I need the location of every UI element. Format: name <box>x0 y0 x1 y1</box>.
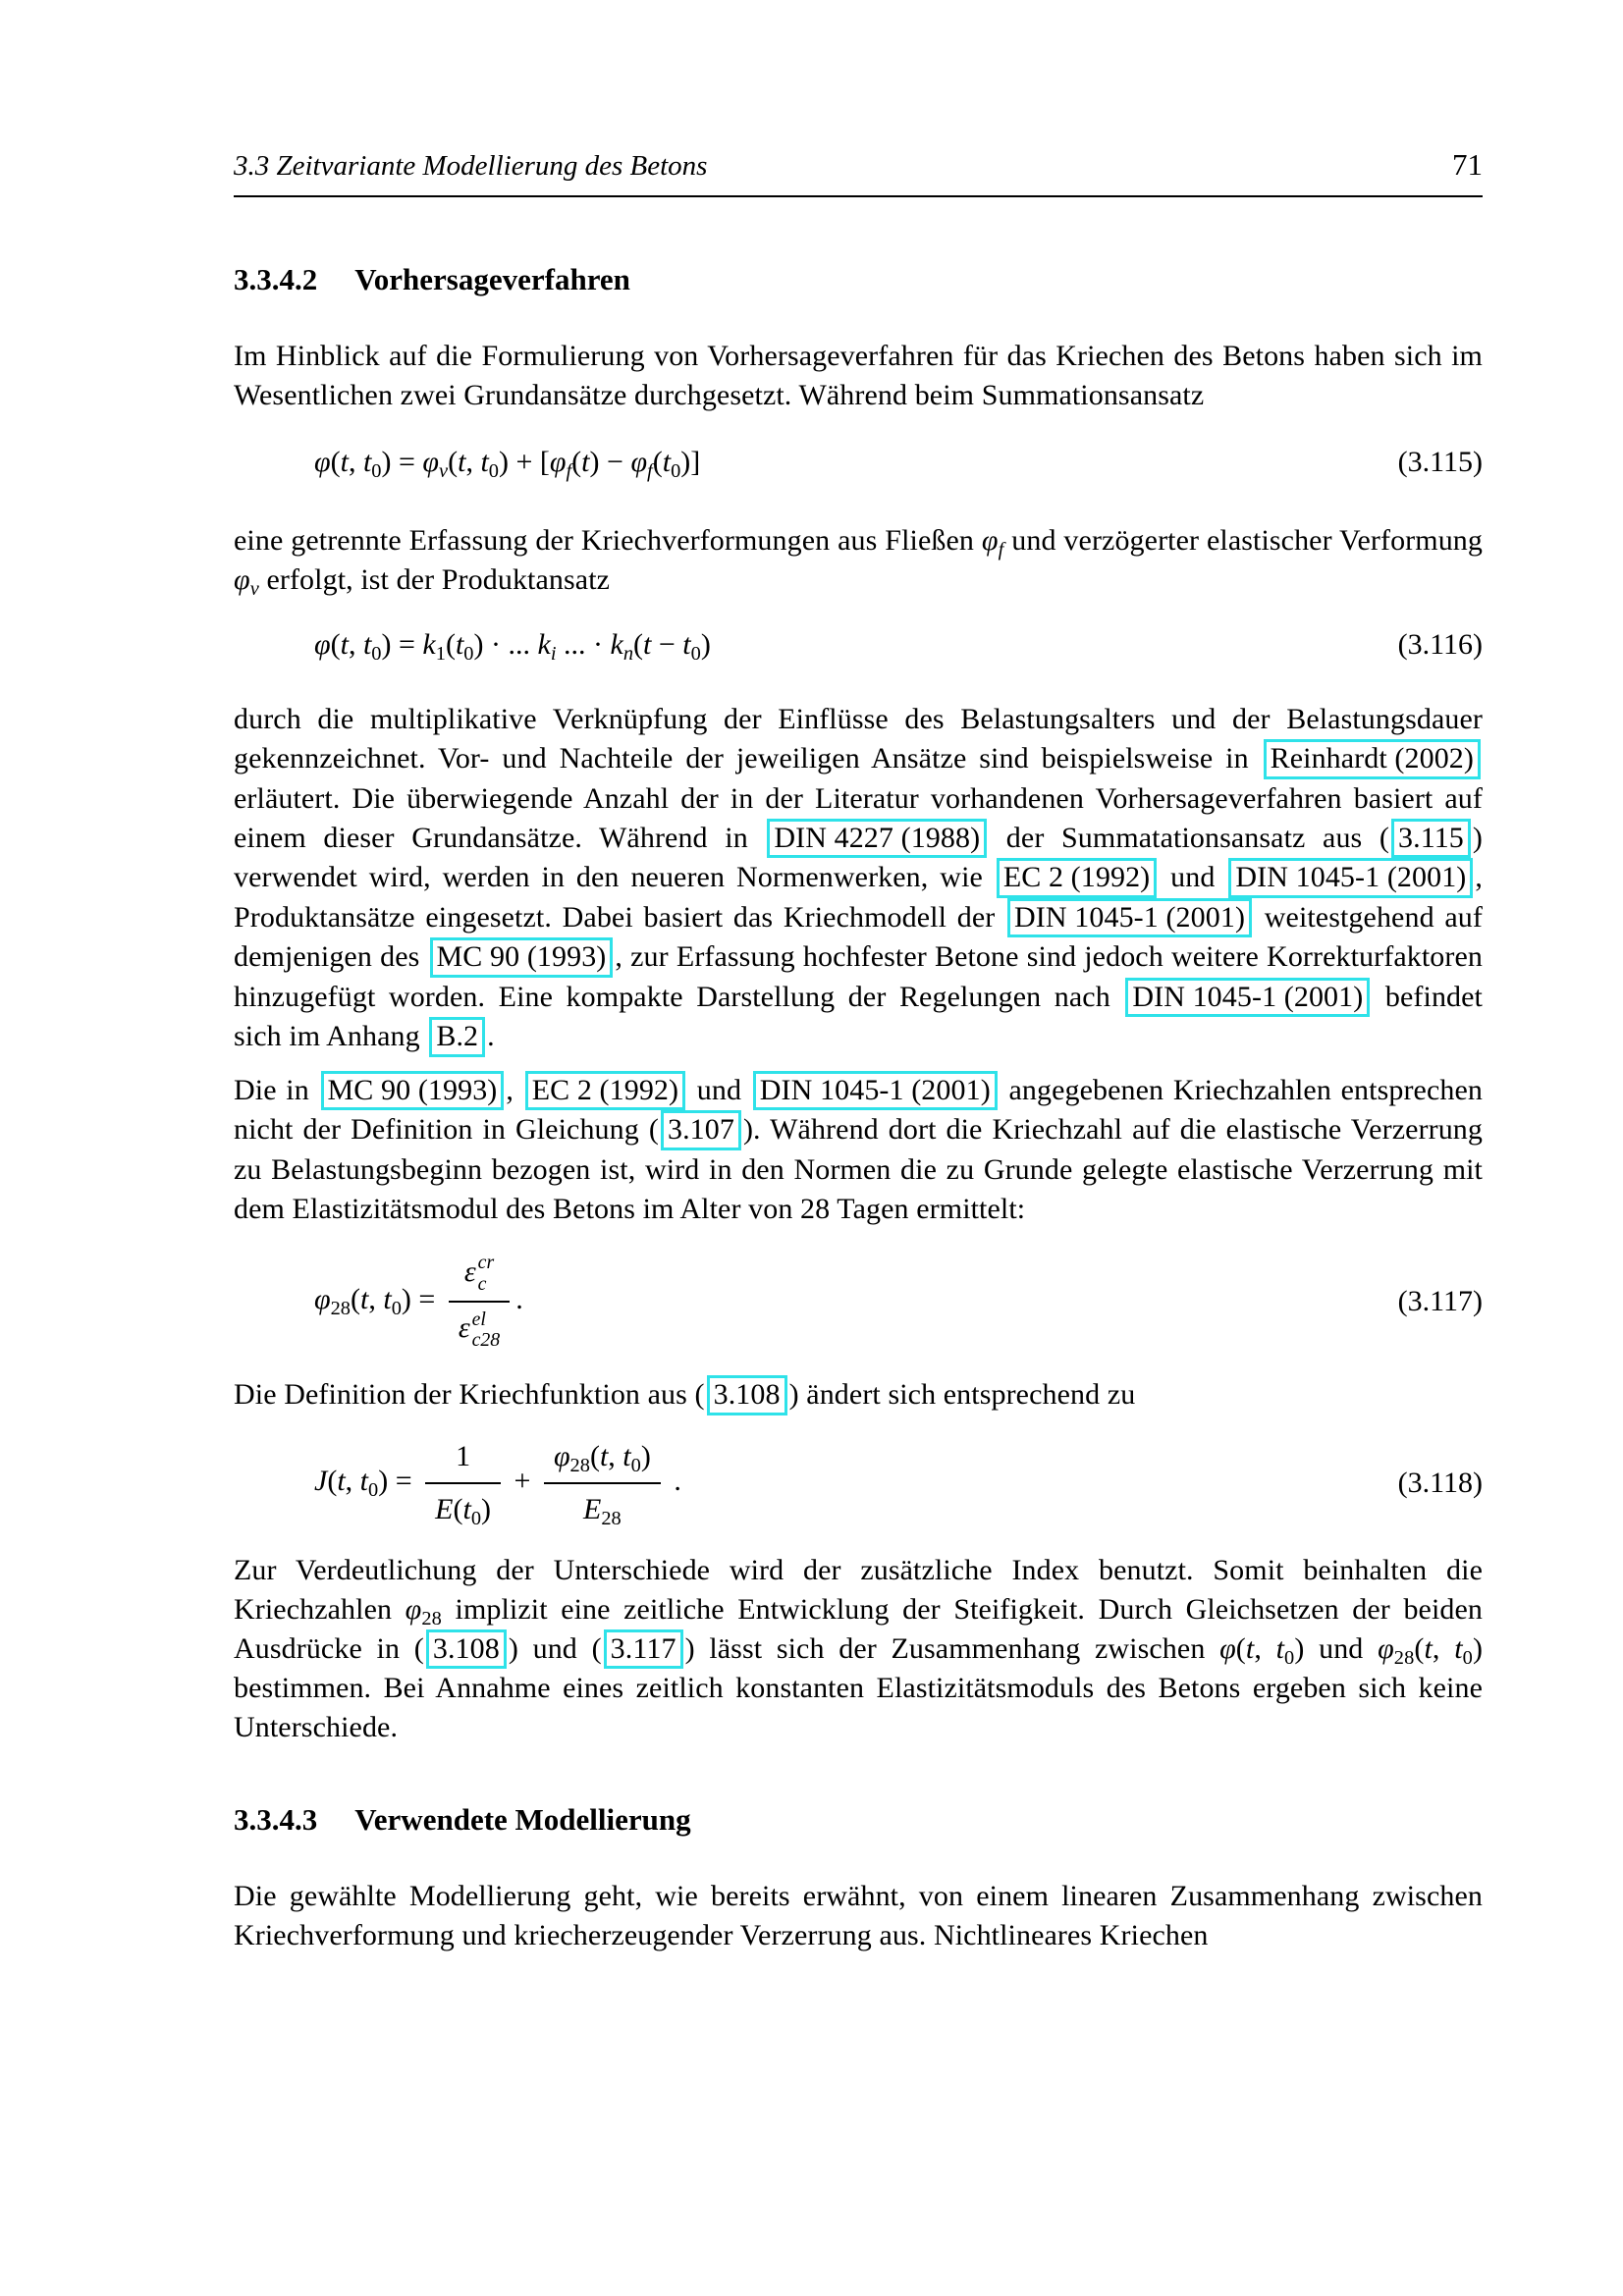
inline-math: $\varphi_{28}(t$, $t_0$) <box>1378 1631 1484 1669</box>
citation-link[interactable]: EC 2 (1992) <box>525 1071 685 1111</box>
paragraph: Zur Verdeutlichung der Unterschiede wird der zusätzliche Index benutzt. Somit beinhalten die Kriechzahlen $\varphi_{28}$ implizit eine zeitliche Entwicklung der Steifigkeit. Durch Gleichsetzen der beiden Ausdrücke in ( 3.108 ) und ( 3.117 ) lässt sich der Zusammenhang zwischen φ(t, $t_0$) und $\varphi_{28}(t$, $t_0$) bestimmen. Bei Annahme eines zeitlich konstanten Elastizitätsmoduls des Betons ergeben sich keine Unterschiede. <box>234 1553 1484 1744</box>
equation-3117 <box>234 1251 1483 1355</box>
equation-body <box>314 443 700 482</box>
citation-link[interactable]: MC 90 (1993) <box>321 1071 505 1111</box>
citation-link[interactable]: DIN 1045-1 (2001) <box>753 1071 998 1111</box>
sup-sub-stack: cr c <box>477 1251 495 1295</box>
equation-body <box>314 1435 681 1531</box>
citation-link[interactable]: DIN 4227 (1988) <box>767 819 987 859</box>
inline-math: φ(t, $t_0$) <box>1219 1631 1305 1669</box>
section-title: Verwendete Modellierung <box>354 1802 691 1838</box>
section-number: 3.3.4.2 <box>234 262 318 296</box>
paragraph: Die in MC 90 (1993) , EC 2 (1992) und DIN 1045-1 (2001) angegebenen Kriechzahlen entsprechen nicht der Definition in Gleichung ( 3.107 ). Während dort die Kriechzahl auf die elastische Verzerrung zu Belastungsbeginn bezogen ist, wird in den Normen die zu Grunde gelegte elastische Verzerrung mit dem Elastizitätsmodul des Betons im Alter von 28 Tagen ermittelt: <box>234 1071 1483 1229</box>
equation-3116 <box>234 625 1483 665</box>
citation-link[interactable]: 3.115 <box>1391 819 1471 859</box>
page-content <box>234 147 1483 1955</box>
equation-body <box>314 1251 523 1355</box>
citation-link[interactable]: 3.108 <box>426 1629 507 1670</box>
equation-number: (3.118) <box>1397 1466 1483 1499</box>
section-heading-3343 <box>234 1802 1483 1838</box>
equation-number: (3.117) <box>1397 1285 1483 1318</box>
equation-number: (3.116) <box>1397 628 1483 661</box>
paragraph: eine getrennte Erfassung der Kriechverformungen aus Fließen $\varphi_f$ und verzögerter elastischer Verformung $\varphi_v$ erfolgt, ist der Produktansatz <box>234 524 1483 601</box>
equation-body <box>314 625 711 665</box>
running-header <box>234 147 1483 197</box>
section-number: 3.3.4.3 <box>234 1802 318 1838</box>
citation-link[interactable]: DIN 1045-1 (2001) <box>1228 858 1473 898</box>
equation-number: (3.115) <box>1397 446 1483 478</box>
inline-math: φ(t, $t_0) = \varphi_v(t$, $t_0) + [\varphi_f(t) - \varphi_f(t_0)]$ <box>314 446 701 483</box>
running-header-title: 3.3 Zeitvariante Modellierung des Betons <box>234 150 708 182</box>
citation-link[interactable]: EC 2 (1992) <box>997 858 1157 898</box>
citation-link[interactable]: 3.107 <box>661 1110 741 1150</box>
inline-math: $\varphi_{28}(t$, $t_0$) = ε cr c ε el c28 . <box>314 1283 523 1315</box>
inline-math: $\varphi_f$ <box>981 524 1004 561</box>
citation-link[interactable]: 3.117 <box>604 1629 683 1670</box>
fraction: $\frac{1}{E(t_0)}$ <box>425 1435 501 1531</box>
citation-link[interactable]: DIN 1045-1 (2001) <box>1125 978 1370 1018</box>
page-number: 71 <box>1452 147 1483 182</box>
paragraph: Die gewählte Modellierung geht, wie bereits erwähnt, von einem linearen Zusammenhang zwischen Kriechverformung und kriecherzeugender Verzerrung aus. Nichtlineares Kriechen <box>234 1880 1483 1952</box>
section-title: Vorhersageverfahren <box>354 262 630 296</box>
inline-math: J(t, $t_0$) = $\frac{1}{E(t_0)}$ + $\frac{\varphi_{28}(t, t_0)}{E_{28}}$ . <box>314 1465 681 1497</box>
citation-link[interactable]: 3.108 <box>707 1375 787 1415</box>
paragraph: Im Hinblick auf die Formulierung von Vorhersageverfahren für das Kriechen des Betons haben sich im Wesentlichen zwei Grundansätze durchgesetzt. Während beim Summationsansatz <box>234 340 1483 411</box>
equation-3118 <box>234 1435 1483 1531</box>
citation-link[interactable]: DIN 1045-1 (2001) <box>1007 898 1252 938</box>
section-heading-3342 <box>234 262 1483 297</box>
fraction: ε cr c ε el c28 <box>449 1251 510 1355</box>
paragraph: Die Definition der Kriechfunktion aus ( 3.108 ) ändert sich entsprechend zu <box>234 1375 1483 1415</box>
fraction: $\frac{\varphi_{28}(t, t_0)}{E_{28}}$ <box>544 1435 661 1531</box>
citation-link[interactable]: MC 90 (1993) <box>430 937 614 978</box>
inline-math: $\varphi_v$ <box>234 563 259 601</box>
sup-sub-stack: el c28 <box>471 1308 501 1352</box>
paragraph: durch die multiplikative Verknüpfung der Einflüsse des Belastungsalters und der Belastungsdauer gekennzeichnet. Vor- und Nachteile der jeweiligen Ansätze sind beispielsweise in Reinhardt (2002) erläutert. Die überwiegende Anzahl der in der Literatur vorhandenen Vorhersageverfahren basiert auf einem dieser Grundansätze. Während in DIN 4227 (1988) der Summatationsansatz aus ( 3.115 ) verwendet wird, werden in den neueren Normenwerken, wie EC 2 (1992) und DIN 1045-1 (2001) , Produktansätze eingesetzt. Dabei basiert das Kriechmodell der DIN 1045-1 (2001) weitestgehend auf demjenigen des MC 90 (1993) , zur Erfassung hochfester Betone sind jedoch weitere Korrekturfaktoren hinzugefügt worden. Eine kompakte Darstellung der Regelungen nach DIN 1045-1 (2001) befindet sich im Anhang B.2 . <box>234 700 1483 1057</box>
citation-link[interactable]: B.2 <box>429 1017 485 1057</box>
inline-math: $\varphi_{28}$ <box>405 1592 442 1629</box>
inline-math: φ(t, $t_0) = k_1(t_0)$ · ... $k_i$ ... · $k_n(t - t_0)$ <box>314 628 711 666</box>
equation-3115 <box>234 443 1483 482</box>
citation-link[interactable]: Reinhardt (2002) <box>1264 739 1481 779</box>
